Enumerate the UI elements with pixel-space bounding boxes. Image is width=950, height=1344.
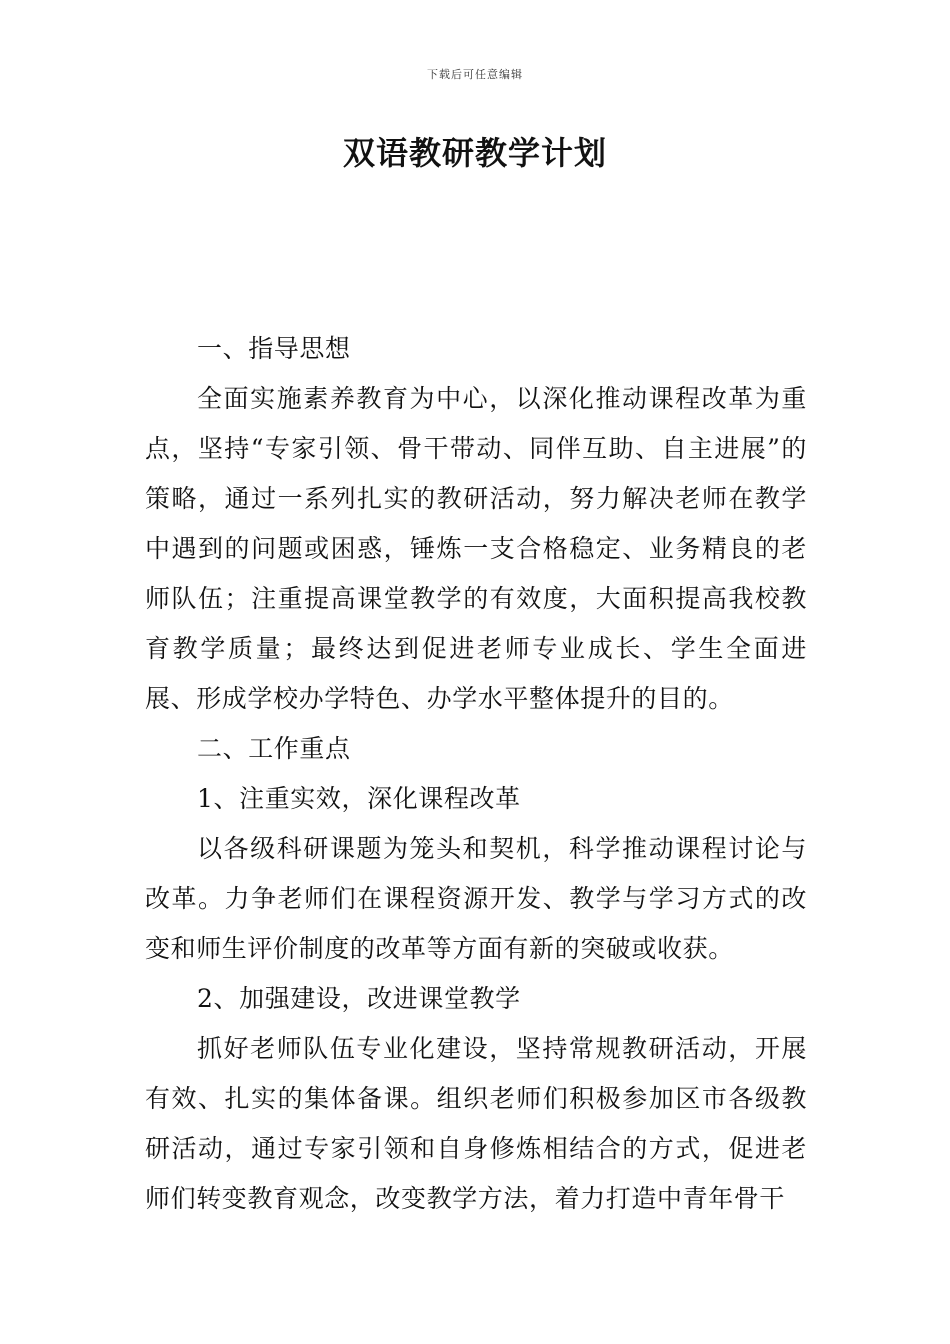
document-body	[145, 324, 807, 1224]
paragraph-curriculum-reform: 以各级科研课题为笼头和契机，科学推动课程讨论与改革。力争老师们在课程资源开发、教学与学习方式的改变和师生评价制度的改革等方面有新的突破或收获。	[145, 834, 807, 963]
document-title: 双语教研教学计划	[342, 134, 607, 172]
paragraph-classroom-teaching: 抓好老师队伍专业化建设，坚持常规教研活动，开展有效、扎实的集体备课。组织老师们积极参加区市各级教研活动，通过专家引领和自身修炼相结合的方式，促进老师们转变教育观念，改变教学方法，着力打造中青年骨干	[145, 1034, 807, 1213]
section-heading-guiding-ideology: 一、指导思想	[197, 334, 351, 363]
subheading-curriculum-reform: 1、注重实效，深化课程改革	[197, 784, 521, 813]
subheading-classroom-teaching: 2、加强建设，改进课堂教学	[197, 984, 521, 1013]
paragraph-guiding-ideology: 全面实施素养教育为中心，以深化推动课程改革为重点，坚持“专家引领、骨干带动、同伴互助、自主进展”的策略，通过一系列扎实的教研活动，努力解决老师在教学中遇到的问题或困惑，锤炼一支合格稳定、业务精良的老师队伍；注重提高课堂教学的有效度，大面积提高我校教育教学质量；最终达到促进老师专业成长、学生全面进展、形成学校办学特色、办学水平整体提升的目的。	[145, 384, 807, 713]
header-note: 下载后可任意编辑	[427, 68, 523, 81]
section-heading-work-focus: 二、工作重点	[197, 734, 351, 763]
